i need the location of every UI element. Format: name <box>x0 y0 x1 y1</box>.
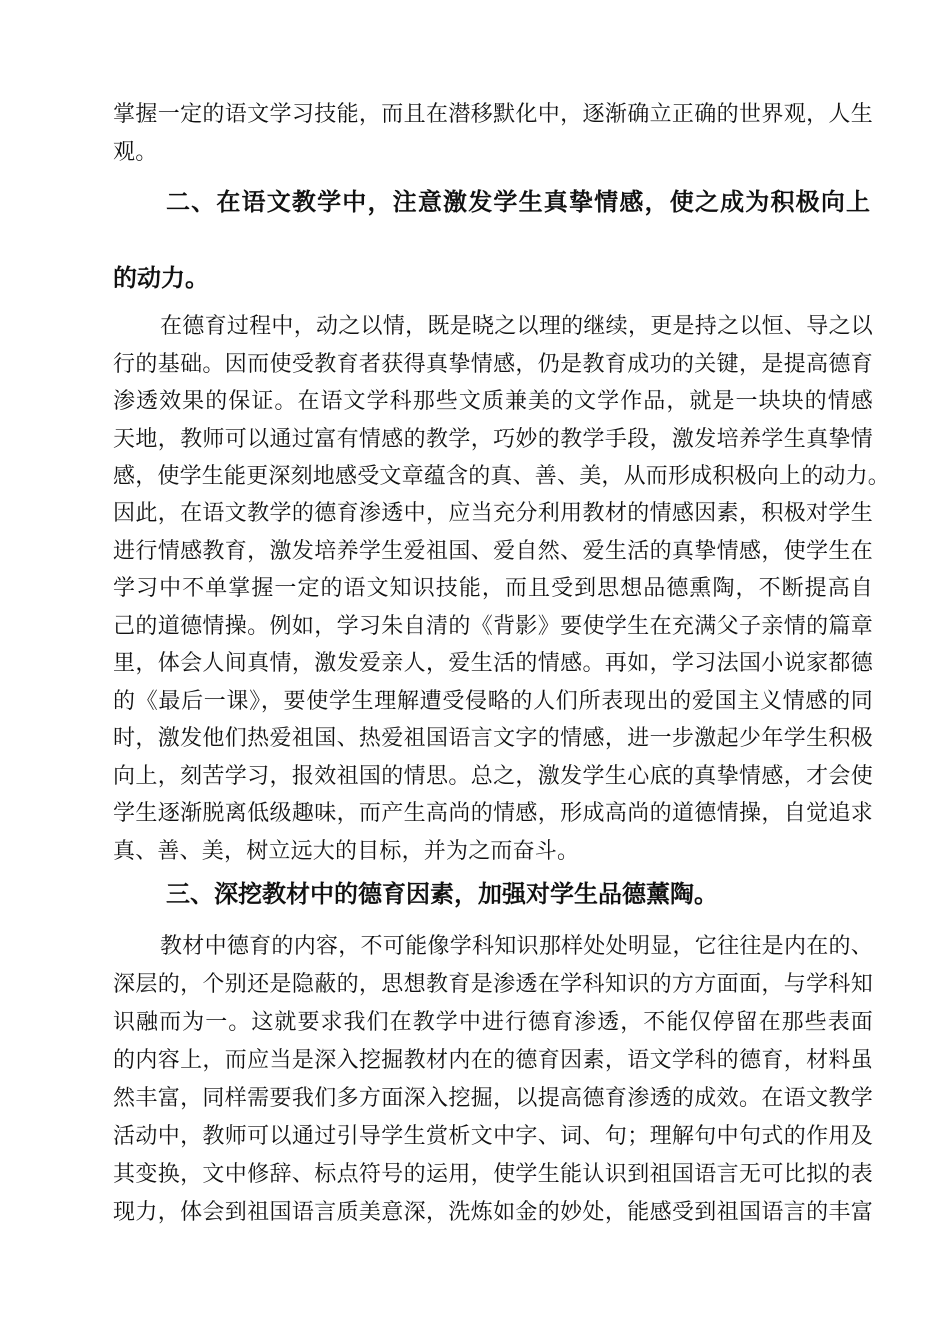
paragraph-line: 学生逐渐脱离低级趣味，而产生高尚的情感，形成高尚的道德情操，自觉追求 <box>113 801 873 826</box>
paragraph-line: 渗透效果的保证。在语文学科那些文质兼美的文学作品，就是一块块的情感 <box>113 389 873 414</box>
paragraph-line: 里，体会人间真情，激发爱亲人，爱生活的情感。再如，学习法国小说家都德 <box>113 651 873 676</box>
paragraph-line: 在德育过程中，动之以情，既是晓之以理的继续，更是持之以恒、导之以 <box>160 314 873 339</box>
section-heading: 三、深挖教材中的德育因素，加强对学生品德薰陶。 <box>166 880 718 908</box>
paragraph-line: 的《最后一课》，要使学生理解遭受侵略的人们所表现出的爱国主义情感的同 <box>113 689 873 714</box>
paragraph-line: 己的道德情操。例如，学习朱自清的《背影》要使学生在充满父子亲情的篇章 <box>113 614 873 639</box>
section-heading: 的动力。 <box>113 264 209 292</box>
paragraph-line: 其变换，文中修辞、标点符号的运用，使学生能认识到祖国语言无可比拟的表 <box>113 1162 873 1187</box>
paragraph-line: 真、善、美，树立远大的目标，并为之而奋斗。 <box>113 839 580 864</box>
paragraph-line: 学习中不单掌握一定的语文知识技能，而且受到思想品德熏陶，不断提高自 <box>113 576 873 601</box>
paragraph-line: 教材中德育的内容，不可能像学科知识那样处处明显，它往往是内在的、 <box>160 934 873 959</box>
paragraph-line: 向上，刻苦学习，报效祖国的情思。总之，激发学生心底的真挚情感，才会使 <box>113 764 873 789</box>
paragraph-line: 天地，教师可以通过富有情感的教学，巧妙的教学手段，激发培养学生真挚情 <box>113 427 873 452</box>
paragraph-line: 现力，体会到祖国语言质美意深，洗炼如金的妙处，能感受到祖国语言的丰富 <box>113 1200 873 1225</box>
paragraph-line: 识融而为一。这就要求我们在教学中进行德育渗透，不能仅停留在那些表面 <box>113 1010 873 1035</box>
section-heading: 二、在语文教学中，注意激发学生真挚情感，使之成为积极向上 <box>166 188 870 216</box>
paragraph-line: 进行情感教育，激发培养学生爱祖国、爱自然、爱生活的真挚情感，使学生在 <box>113 539 873 564</box>
paragraph-line: 然丰富，同样需要我们多方面深入挖掘，以提高德育渗透的成效。在语文教学 <box>113 1086 873 1111</box>
paragraph-line: 行的基础。因而使受教育者获得真挚情感，仍是教育成功的关键，是提高德育 <box>113 352 873 377</box>
paragraph-line: 时，激发他们热爱祖国、热爱祖国语言文字的情感，进一步激起少年学生积极 <box>113 726 873 751</box>
paragraph-line: 观。 <box>113 140 158 165</box>
paragraph-line: 感，使学生能更深刻地感受文章蕴含的真、善、美，从而形成积极向上的动力。 <box>113 464 891 489</box>
paragraph-line: 因此，在语文教学的德育渗透中，应当充分利用教材的情感因素，积极对学生 <box>113 501 873 526</box>
paragraph-line: 掌握一定的语文学习技能，而且在潜移默化中，逐渐确立正确的世界观，人生 <box>113 102 873 127</box>
paragraph-line: 深层的，个别还是隐蔽的，思想教育是渗透在学科知识的方方面面，与学科知 <box>113 972 873 997</box>
paragraph-line: 的内容上，而应当是深入挖掘教材内在的德育因素，语文学科的德育，材料虽 <box>113 1048 873 1073</box>
paragraph-line: 活动中，教师可以通过引导学生赏析文中字、词、句；理解句中句式的作用及 <box>113 1124 873 1149</box>
